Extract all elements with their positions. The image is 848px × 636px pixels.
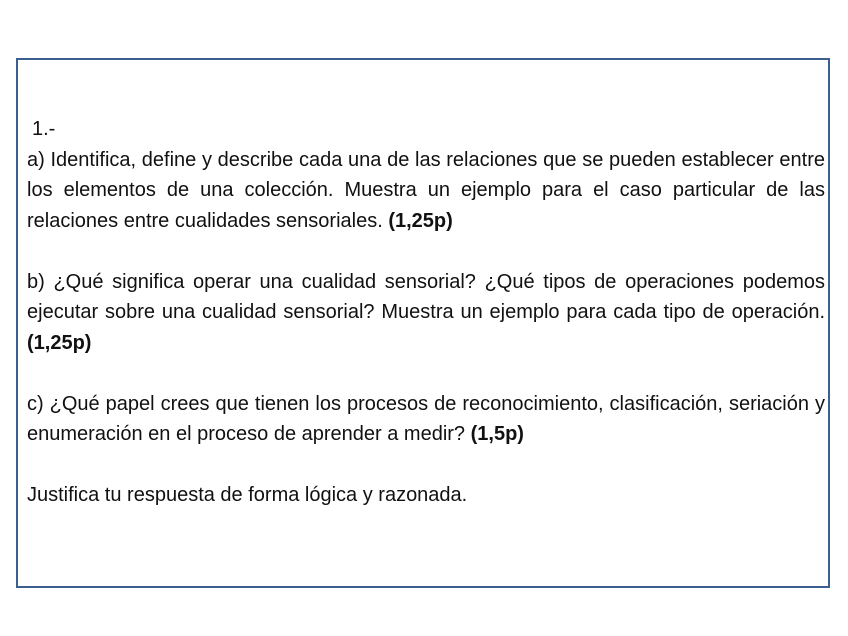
part-a-text: a) Identifica, define y describe cada una de las relaciones que se pueden establecer entre los elementos de una colección. Muestra un ejemplo para el caso particular de las relaciones entre cualidades sensoriales. — [27, 148, 825, 232]
part-c-points: (1,5p) — [470, 423, 524, 445]
part-c-text: c) ¿Qué papel crees que tienen los procesos de reconocimiento, clasificación, seriación y enumeración en el proceso de aprender a medir? — [27, 392, 825, 445]
closing-instruction: Justifica tu respuesta de forma lógica y razonada. — [27, 484, 468, 506]
part-a-points: (1,25p) — [388, 209, 453, 232]
part-b — [27, 267, 825, 359]
spacer — [27, 450, 825, 481]
question-number: 1.- — [32, 118, 56, 140]
question-box — [16, 58, 830, 588]
spacer — [27, 236, 825, 267]
part-a — [27, 145, 825, 237]
part-b-points: (1,25p) — [27, 331, 92, 354]
part-b-text: b) ¿Qué significa operar una cualidad sensorial? ¿Qué tipos de operaciones podemos ejecutar sobre una cualidad sensorial? Muestra un ejemplo para cada tipo de operación. — [27, 270, 825, 323]
spacer — [27, 358, 825, 389]
part-c — [27, 389, 825, 450]
question-content — [27, 114, 825, 511]
